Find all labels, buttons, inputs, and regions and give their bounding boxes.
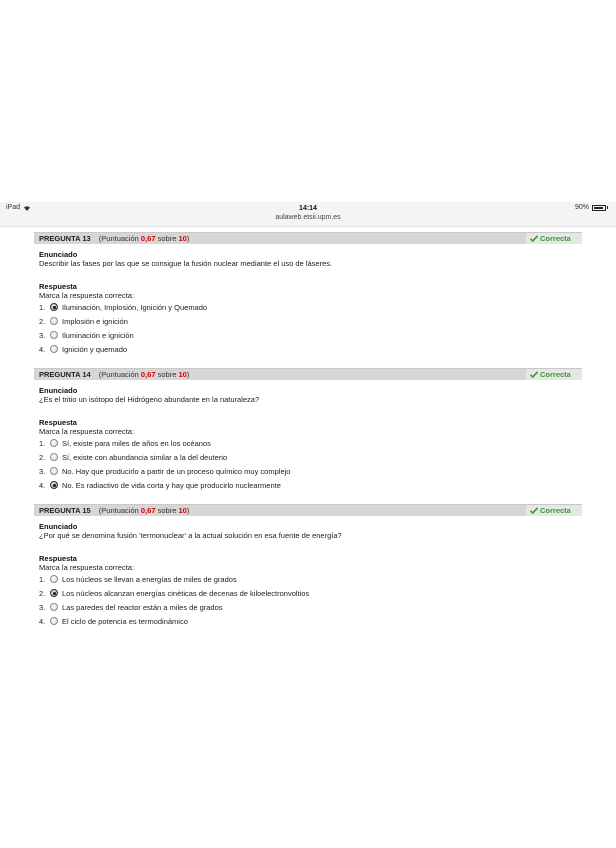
question-block (34, 504, 582, 628)
spacer (34, 268, 582, 282)
battery-fill (594, 207, 603, 209)
option-text: No. Es radiactivo de vida corta y hay que producirlo nuclearmente (62, 480, 281, 490)
answer-option[interactable] (34, 328, 582, 342)
score-close: ) (186, 506, 190, 515)
option-text: No. Hay que producirlo a partir de un proceso químico muy complejo (62, 466, 291, 476)
option-text: Iluminación e ignición (62, 330, 134, 340)
radio-selected[interactable] (50, 589, 58, 597)
radio-unselected[interactable] (50, 617, 58, 625)
options-list (34, 300, 582, 356)
answer-option[interactable] (34, 300, 582, 314)
answer-option[interactable] (34, 342, 582, 356)
answer-option[interactable] (34, 314, 582, 328)
option-text: Los núcleos se llevan a energías de miles de grados (62, 574, 237, 584)
radio-unselected[interactable] (50, 439, 58, 447)
answer-heading: Respuesta (39, 282, 77, 291)
answer-option[interactable] (34, 600, 582, 614)
score-value: 0,67 (140, 370, 156, 379)
radio-unselected[interactable] (50, 603, 58, 611)
score-max: 10 (178, 506, 187, 515)
option-text: Ignición y quemado (62, 344, 128, 354)
statement-heading: Enunciado (39, 522, 78, 531)
option-text: Las paredes del reactor están a miles de grados (62, 602, 223, 612)
battery-icon (592, 205, 606, 211)
option-text: Iluminación, Implosión, Ignición y Quemado (62, 302, 208, 312)
score-prefix: (Puntuación (98, 234, 139, 243)
answer-instruction: Marca la respuesta correcta: (39, 563, 135, 572)
question-title: PREGUNTA 15 (39, 506, 91, 515)
option-number: 2. (39, 452, 46, 462)
answer-heading: Respuesta (39, 418, 77, 427)
checkmark-icon (530, 507, 538, 514)
score-max: 10 (178, 234, 187, 243)
score-sobre: sobre (157, 506, 177, 515)
question-title: PREGUNTA 13 (39, 234, 91, 243)
statement-heading: Enunciado (39, 386, 78, 395)
answer-instruction: Marca la respuesta correcta: (39, 427, 135, 436)
battery-percent: 90% (574, 204, 589, 211)
question-header (34, 504, 582, 516)
radio-unselected[interactable] (50, 453, 58, 461)
radio-selected[interactable] (50, 481, 58, 489)
answer-option[interactable] (34, 436, 582, 450)
score-sobre: sobre (157, 234, 177, 243)
score-sobre: sobre (157, 370, 177, 379)
question-score (99, 506, 190, 515)
options-list (34, 572, 582, 628)
status-badge (526, 369, 582, 380)
statement-text: Describir las fases por las que se consigue la fusión nuclear mediante el uso de láseres. (39, 259, 333, 268)
score-close: ) (186, 370, 190, 379)
clock-time: 14:14 (299, 205, 317, 212)
score-prefix: (Puntuación (98, 506, 139, 515)
question-block (34, 368, 582, 492)
answer-option[interactable] (34, 478, 582, 492)
checkmark-icon (530, 371, 538, 378)
option-number: 3. (39, 466, 46, 476)
option-number: 2. (39, 588, 46, 598)
radio-unselected[interactable] (50, 331, 58, 339)
statement-text: ¿Es el tritio un isótopo del Hidrógeno abundante en la naturaleza? (39, 395, 260, 404)
answer-option[interactable] (34, 572, 582, 586)
option-text: Implosión e ignición (62, 316, 128, 326)
address-url[interactable]: aulaweb.etsii.upm.es (275, 214, 341, 221)
answer-heading: Respuesta (39, 554, 77, 563)
statement-text: ¿Por qué se denomina fusión ‘termonuclear’ a la actual solución en esa fuente de energía? (39, 531, 342, 540)
answer-instruction: Marca la respuesta correcta: (39, 291, 135, 300)
statement-heading: Enunciado (39, 250, 78, 259)
status-center (0, 204, 616, 223)
status-text: Correcta (540, 370, 571, 379)
option-text: Sí, existe para miles de años en los océanos (62, 438, 211, 448)
status-text: Correcta (540, 506, 571, 515)
option-number: 2. (39, 316, 46, 326)
status-right (575, 204, 608, 211)
status-text: Correcta (540, 234, 571, 243)
score-close: ) (186, 234, 190, 243)
option-text: El ciclo de potencia es termodinámico (62, 616, 188, 626)
question-header (34, 232, 582, 244)
radio-unselected[interactable] (50, 345, 58, 353)
score-prefix: (Puntuación (98, 370, 139, 379)
spacer (34, 540, 582, 554)
ios-status-bar (0, 202, 616, 227)
question-title: PREGUNTA 14 (39, 370, 91, 379)
answer-option[interactable] (34, 614, 582, 628)
option-number: 1. (39, 302, 46, 312)
option-number: 4. (39, 616, 46, 626)
option-number: 3. (39, 330, 46, 340)
question-block (34, 232, 582, 356)
score-max: 10 (178, 370, 187, 379)
score-value: 0,67 (140, 506, 156, 515)
checkmark-icon (530, 235, 538, 242)
radio-unselected[interactable] (50, 467, 58, 475)
question-header (34, 368, 582, 380)
answer-option[interactable] (34, 464, 582, 478)
radio-unselected[interactable] (50, 575, 58, 583)
answer-option[interactable] (34, 586, 582, 600)
radio-selected[interactable] (50, 303, 58, 311)
radio-unselected[interactable] (50, 317, 58, 325)
options-list (34, 436, 582, 492)
option-number: 4. (39, 344, 46, 354)
battery-tip (607, 206, 608, 209)
quiz-review-content (34, 232, 582, 640)
spacer (34, 404, 582, 418)
option-text: Sí, existe con abundancia similar a la del deuterio (62, 452, 228, 462)
status-badge (526, 505, 582, 516)
question-score (99, 234, 190, 243)
option-number: 3. (39, 602, 46, 612)
option-text: Los núcleos alcanzan energías cinéticas de decenas de kiloelectronvoltios (62, 588, 310, 598)
option-number: 4. (39, 480, 46, 490)
score-value: 0,67 (140, 234, 156, 243)
option-number: 1. (39, 438, 46, 448)
device-label: iPad (6, 204, 21, 211)
status-badge (526, 233, 582, 244)
option-number: 1. (39, 574, 46, 584)
question-score (99, 370, 190, 379)
answer-option[interactable] (34, 450, 582, 464)
